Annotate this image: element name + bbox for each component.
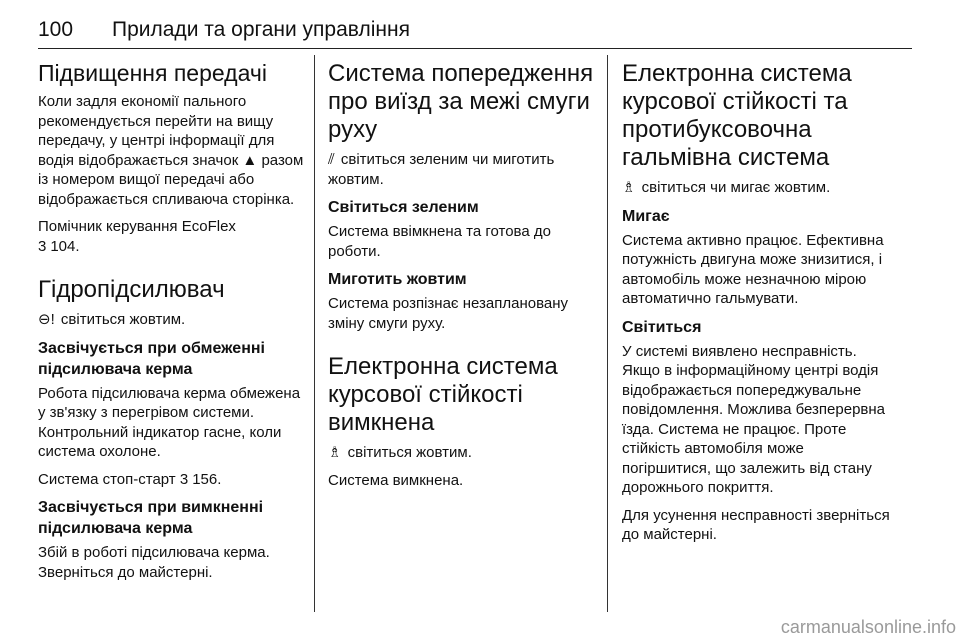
esc-tc-intro — [622, 178, 890, 198]
page-ref-icon: 3 — [179, 470, 189, 488]
lane-departure-intro-text: світиться зеленим чи миготить жовтим. — [328, 151, 555, 188]
power-steering-intro-text: світиться жовтим. — [60, 311, 186, 328]
flashes-paragraph: Система активно працює. Ефективна потужність двигуна може знизитися, і автомобіль може незначною мірою автоматично гальмувати. — [622, 231, 884, 307]
power-steering-intro — [38, 310, 306, 330]
subheading-flashes-yellow: Миготить жовтим — [328, 271, 467, 288]
section-title-esc-tc: Електронна система курсової стійкості та протибуксовочна гальмівна система — [622, 60, 852, 171]
stop-start-page-ref[interactable]: 156. — [192, 470, 222, 488]
subheading-flashes: Мигає — [622, 207, 670, 225]
page-number: 100 — [38, 18, 74, 41]
esc-off-intro-text: світиться жовтим. — [347, 444, 472, 461]
subheading-limited-steering: Засвічується при обмеженні підсилювача керма — [38, 339, 265, 378]
column-divider-2 — [607, 55, 608, 612]
stop-start-text: Система стоп-старт — [38, 470, 176, 488]
lights-green-paragraph: Система ввімкнена та готова до роботи. — [328, 223, 551, 260]
running-title: Прилади та органи управління — [112, 18, 410, 41]
column-divider-1 — [314, 55, 315, 612]
page-header — [38, 14, 912, 48]
column-1 — [38, 60, 306, 590]
limited-steering-paragraph: Робота підсилювача керма обмежена у зв'язку з перегрівом системи. Контрольний індикатор гасне, коли система охолоне. — [38, 384, 301, 460]
ecoflex-text: Помічник керування EcoFlex — [38, 218, 236, 235]
section-title-power-steering: Гідропідсилювач — [38, 276, 225, 303]
lane-departure-icon: ⫽ — [328, 151, 335, 168]
header-rule — [38, 48, 912, 49]
ecoflex-paragraph — [38, 217, 306, 256]
column-2 — [328, 60, 596, 498]
esc-tc-intro-text: світиться чи мигає жовтим. — [641, 179, 831, 196]
esc-icon: ♗ — [622, 179, 636, 196]
subheading-lights-green: Світиться зеленим — [328, 199, 479, 216]
subheading-lights: Світиться — [622, 318, 702, 336]
esc-off-icon: ♗ — [328, 444, 342, 461]
esc-off-paragraph: Система вимкнена. — [328, 471, 464, 489]
lights-paragraph: У системі виявлено несправність. Якщо в інформаційному центрі водія відображається попереджувальне повідомлення. Можлива безперервна їзда. Система не працює. Проте стійкість автомобіля може погіршитися, що залежить від стану дорожнього покриття. — [622, 342, 886, 496]
section-title-lane-departure: Система попередження про виїзд за межі смуги руху — [328, 60, 594, 143]
watermark: carmanualsonline.info — [780, 617, 956, 637]
lane-departure-intro — [328, 150, 596, 189]
upshift-paragraph: Коли задля економії пального рекомендується перейти на вищу передачу, у центрі інформації для водія відображається значок ▲ разом із номером вищої передачі або відображається спливаюча сторінка. — [38, 93, 304, 208]
section-title-esc-off: Електронна система курсової стійкості вимкнена — [328, 353, 558, 436]
subheading-steering-off: Засвічується при вимкненні підсилювача керма — [38, 499, 264, 537]
workshop-paragraph: Для усунення несправності зверніться до майстерні. — [622, 506, 890, 543]
power-steering-warning-icon: ⊖! — [38, 311, 55, 328]
ecoflex-page-ref[interactable]: 104. — [50, 237, 80, 255]
column-3 — [622, 60, 890, 553]
stop-start-paragraph — [38, 470, 306, 490]
section-title-upshift: Підвищення передачі — [38, 60, 267, 86]
steering-off-paragraph: Збій в роботі підсилювача керма. Зверніться до майстерні. — [38, 544, 270, 581]
flashes-yellow-paragraph: Система розпізнає незаплановану зміну смуги руху. — [328, 295, 569, 332]
esc-off-intro — [328, 443, 596, 463]
page-ref-icon: 3 — [38, 237, 47, 255]
